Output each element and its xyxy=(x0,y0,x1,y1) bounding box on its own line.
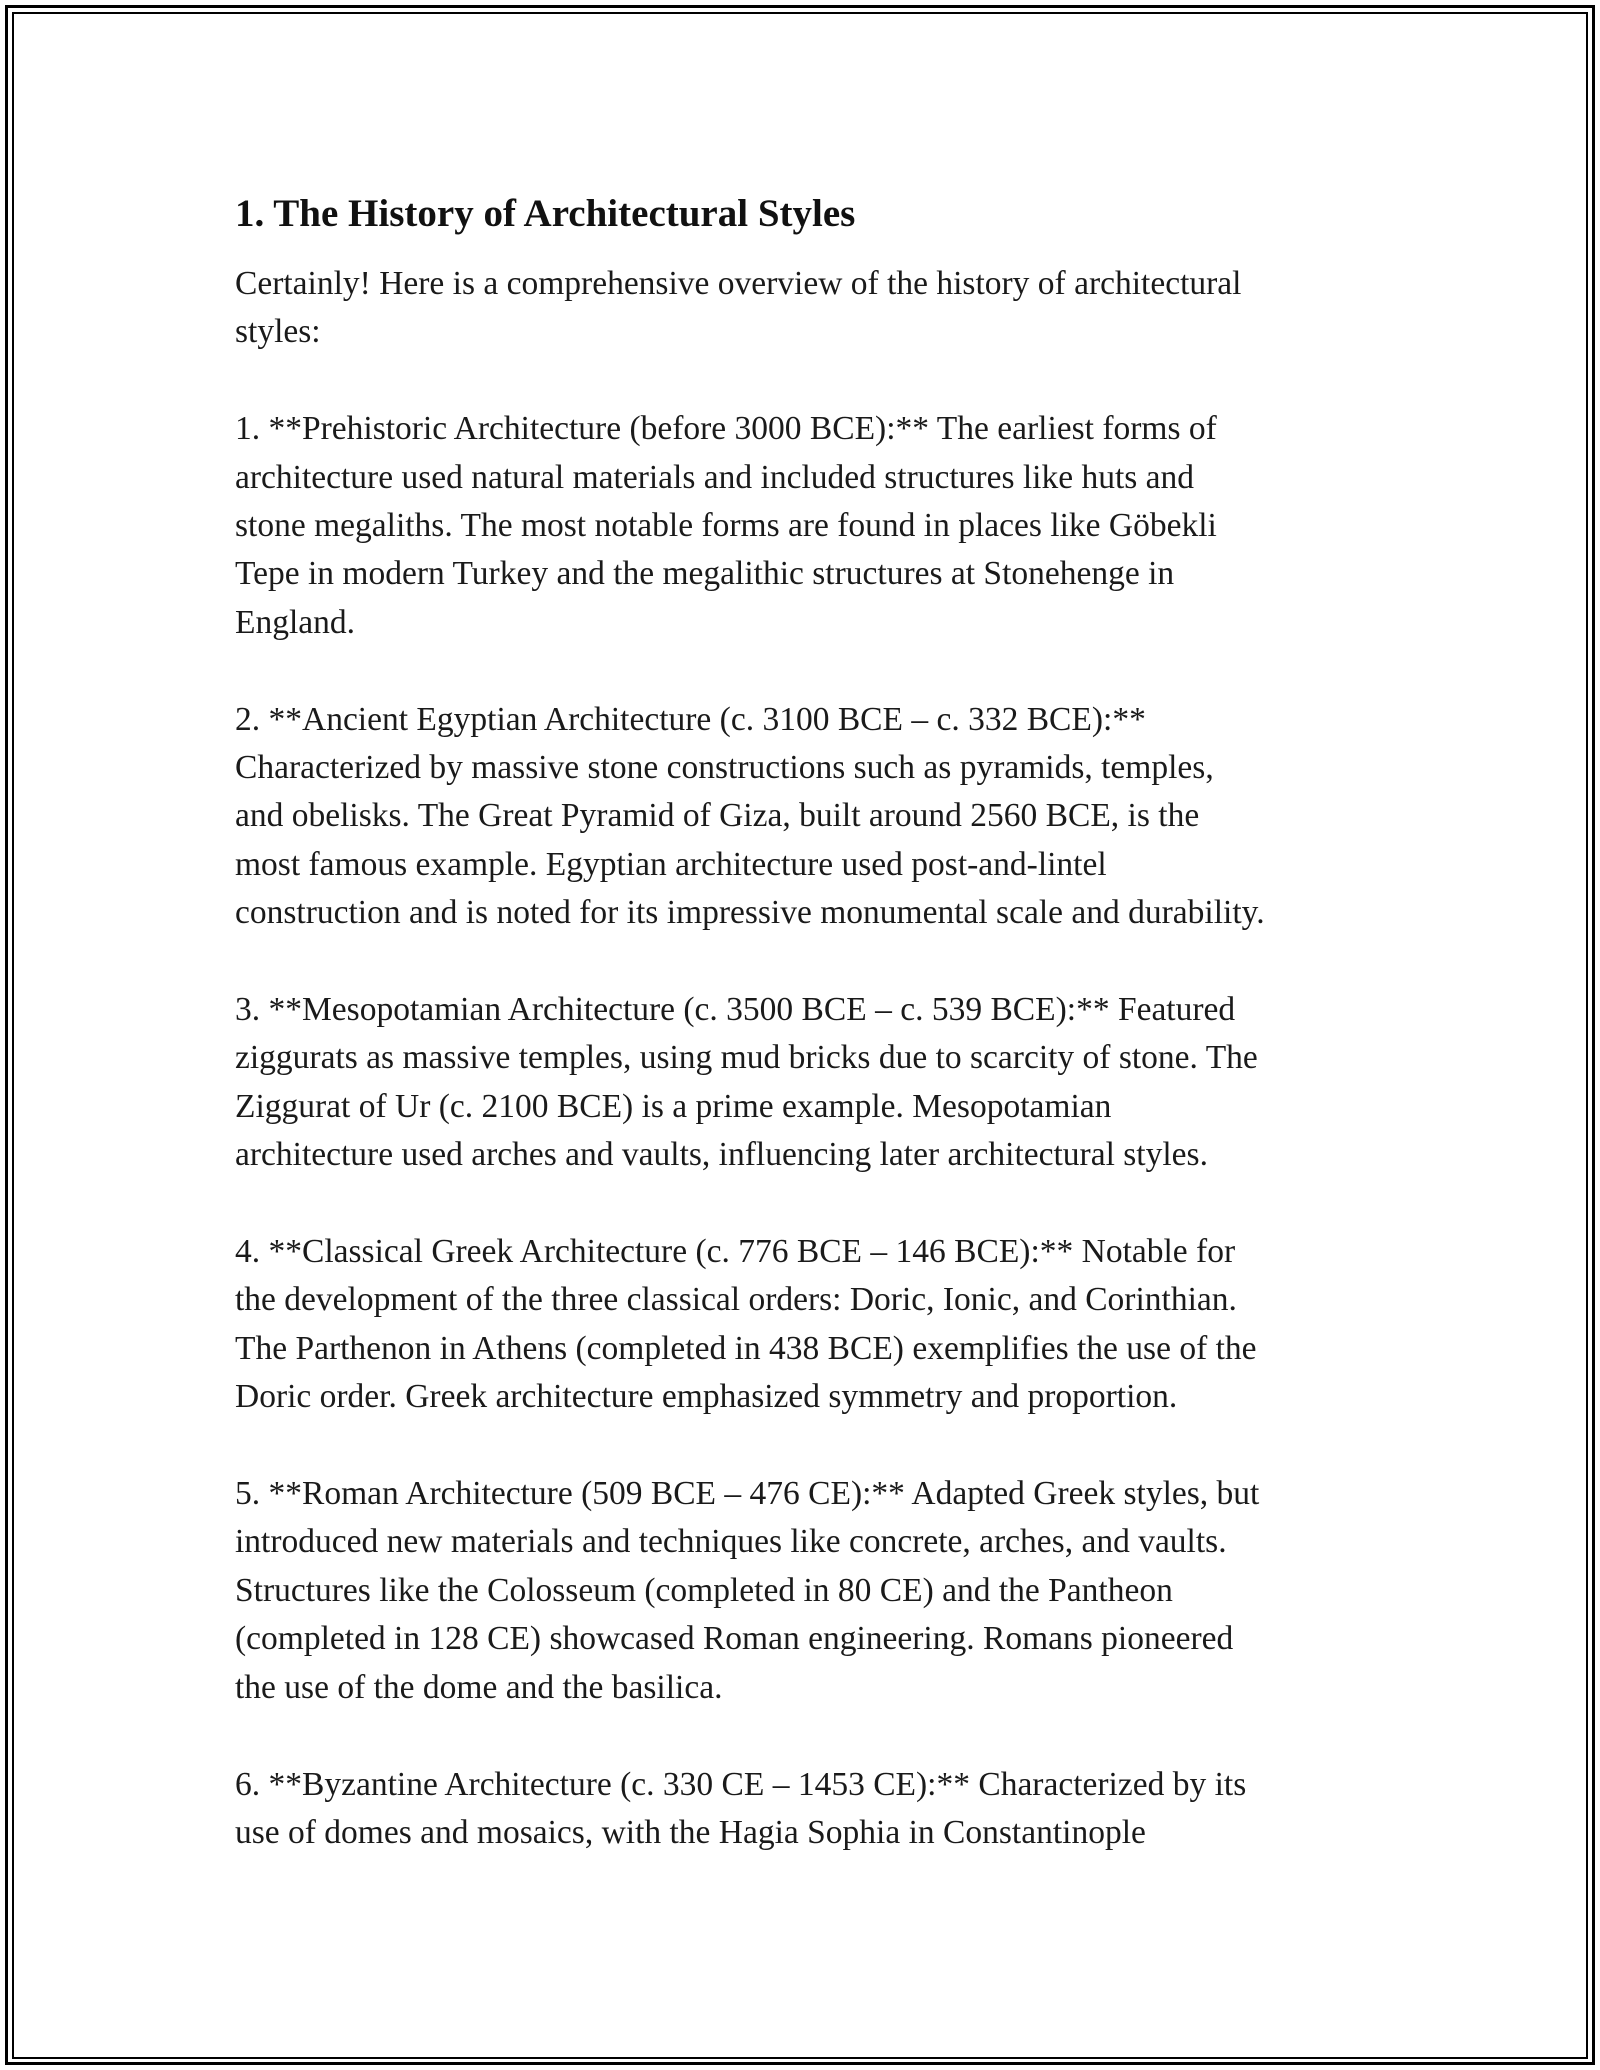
list-item-egyptian: 2. **Ancient Egyptian Architecture (c. 3100 BCE – c. 332 BCE):** Characterized by massive stone constructions such as pyramids, temples, and obelisks. The Great Pyramid of Giza, built around 2560 BCE, is the most famous example. Egyptian architecture used post-and-lintel construction and is noted for its impressive monumental scale and durability. xyxy=(235,700,1265,932)
list-item-prehistoric: 1. **Prehistoric Architecture (before 3000 BCE):** The earliest forms of architecture used natural materials and included structures like huts and stone megaliths. The most notable forms are found in places like Göbekli Tepe in modern Turkey and the megalithic structures at Stonehenge in England. xyxy=(235,410,1217,641)
intro-paragraph: Certainly! Here is a comprehensive overview of the history of architectural styles: xyxy=(235,265,1242,351)
list-item-mesopotamian: 3. **Mesopotamian Architecture (c. 3500 BCE – c. 539 BCE):** Featured ziggurats as massive temples, using mud bricks due to scarcity of stone. The Ziggurat of Ur (c. 2100 BCE) is a prime example. Mesopotamian architecture used arches and vaults, influencing later architectural styles. xyxy=(235,991,1258,1174)
list-item-roman: 5. **Roman Architecture (509 BCE – 476 CE):** Adapted Greek styles, but introduced new materials and techniques like concrete, arches, and vaults. Structures like the Colosseum (completed in 80 CE) and the Pantheon (completed in 128 CE) showcased Roman engineering. Romans pioneered the use of the dome and the basilica. xyxy=(235,1475,1260,1706)
document-body xyxy=(235,186,1375,1857)
list-item-greek: 4. **Classical Greek Architecture (c. 776 BCE – 146 BCE):** Notable for the development of the three classical orders: Doric, Ionic, and Corinthian. The Parthenon in Athens (completed in 438 BCE) exemplifies the use of the Doric order. Greek architecture emphasized symmetry and proportion. xyxy=(235,1233,1257,1416)
document-title: 1. The History of Architectural Styles xyxy=(235,192,856,235)
list-item-byzantine: 6. **Byzantine Architecture (c. 330 CE – 1453 CE):** Characterized by its use of domes and mosaics, with the Hagia Sophia in Constantinople xyxy=(235,1765,1247,1851)
